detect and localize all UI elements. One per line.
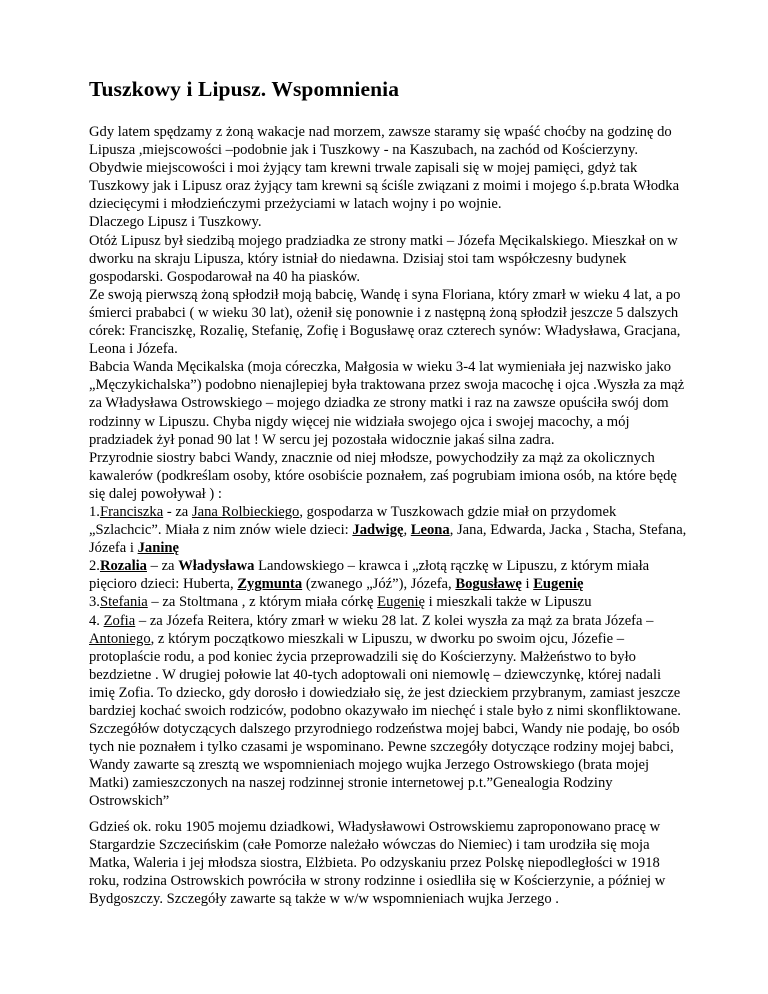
name-zygmunt: Zygmunta <box>237 576 303 593</box>
paragraph-details: Szczegółów dotyczących dalszego przyrodniego rodzeństwa mojej babci, Wandy nie podaję, bo osób tych nie poznałem i tylko czasami je wspominano. Pewne szczegóły dotyczące rodziny mojej babci, Wandy zawarte są zresztą we wspomnieniach mojego wujka Jerzego Ostrowskiego (brata mojej Matki) zamieszczonych na naszej rodzinnej stronie internetowej p.t.”Genealogia Rodziny Ostrowskich” <box>89 721 680 810</box>
name-zofia: Zofia <box>103 612 136 629</box>
name-antoni: Antoniego <box>89 630 151 647</box>
paragraph-intro: Gdy latem spędzamy z żoną wakacje nad morzem, zawsze staramy się wpaść choćby na godzinę do Lipusza ,miejscowości –podobnie jak i Tuszkowy - na Kaszubach, na zachód od Kościerzyny. Obydwie miejscowości i moi żyjący tam krewni trwale zapisali się w mojej pamięci, gdyż tak Tuszkowy jak i Lipusz oraz żyjący tam krewni są ściśle związani z moimi i mojego ś.p.brata Włodka dziecięcymi i młodzieńczymi przeżyciami w latach wojny i po wojnie. <box>89 124 680 213</box>
name-eugenia: Eugenię <box>533 576 584 593</box>
list-item-stefania: 3.Stefania – za Stoltmana , z którym miała córkę Eugenię i mieszkali także w Lipuszu <box>89 594 592 611</box>
paragraph-question: Dlaczego Lipusz i Tuszkowy. <box>89 214 262 231</box>
paragraph-1905: Gdzieś ok. roku 1905 mojemu dziadkowi, Władysławowi Ostrowskiemu zaproponowano pracę w Stargardzie Szczecińskim (całe Pomorze należało wówczas do Niemiec) i tam urodziła się moja Matka, Waleria i jej młodsza siostra, Elżbieta. Po odzyskaniu przez Polskę niepodległości w 1918 roku, rodzina Ostrowskich powróciła w strony rodzinne i osiedliła się w Kościerzynie, a później w Bydgoszczy. Szczegóły zawarte są także w w/w wspomnieniach wujka Jerzego . <box>89 818 666 907</box>
name-jadwiga: Jadwigę <box>352 522 404 539</box>
name-janina: Janinę <box>137 540 179 557</box>
name-boguslawa: Bogusławę <box>455 576 522 593</box>
list-item-zofia: 4. Zofia – za Józefa Reitera, który zmarł w wieku 28 lat. Z kolei wyszła za mąż za brata Józefa – Antoniego, z którym początkowo mieszkali w Lipuszu, w dworku po swoim ojcu, Józefie – protoplaście rodu, a pod koniec życia przeprowadzili się do Kościerzyny. Małżeństwo to było bezdzietne . W drugiej połowie lat 40-tych adoptowali oni niemowlę – dziewczynkę, której nadali imię Zofia. To dziecko, gdy dorosło i dowiedziało się, że jest dzieckiem przybranym, zamiast jeszcze bardziej kochać swoich rodziców, podobno okazywało im niechęć i stale było z nimi skonfliktowane. <box>89 612 681 719</box>
name-rozalia: Rozalia <box>99 558 147 575</box>
paragraph-babcia-wanda: Babcia Wanda Męcikalska (moja córeczka, Małgosia w wieku 3-4 lat wymieniała jej nazwisko jako „Męczykichalska”) podobno nienajlepiej była traktowana przez swoja macochę i ojca .Wyszła za mąż za Władysława Ostrowskiego – mojego dziadka ze strony matki i raz na zawsze opuściła swój dom rodzinny w Lipuszu. Chyba nigdy więcej nie widziała swojego ojca i swojej macochy, a mój pradziadek żył ponad 90 lat ! W sercu jej pozostała widocznie jakaś silna zadra. <box>89 359 685 448</box>
name-jan-rolbiecki: Jana Rolbieckiego <box>191 503 300 520</box>
name-franciszka: Franciszka <box>99 503 164 520</box>
paragraph-first-wife: Ze swoją pierwszą żoną spłodził moją babcię, Wandę i syna Floriana, który zmarł w wieku 4 lat, a po śmierci prababci ( w wieku 30 lat), ożenił się ponownie i z następną żoną spłodził jeszcze 5 dalszych córek: Franciszkę, Rozalię, Stefanię, Zofię i Bogusławę oraz czterech synów: Władysława, Gracjana, Leona i Józefa. <box>89 286 681 358</box>
document-body <box>89 123 689 908</box>
paragraph-lipusz: Otóż Lipusz był siedzibą mojego pradziadka ze strony matki – Józefa Męcikalskiego. Mieszkał on w dworku na skraju Lipusza, który istniał do niedawna. Dzisiaj stoi tam współczesny budynek gospodarski. Gospodarował na 40 ha piasków. <box>89 232 678 285</box>
list-item-rozalia: 2.Rozalia – za Władysława Landowskiego – krawca i „złotą rączkę w Lipuszu, z którym miała pięcioro dzieci: Huberta, Zygmunta (zwanego „Jóź”), Józefa, Bogusławę i Eugenię <box>89 558 650 593</box>
page-title: Tuszkowy i Lipusz. Wspomnienia <box>89 77 400 101</box>
name-eugenia-stoltman: Eugenię <box>377 594 425 611</box>
name-wladyslaw: Władysława <box>178 558 255 575</box>
name-leon: Leona <box>410 522 450 539</box>
name-stefania: Stefania <box>99 594 148 611</box>
list-item-franciszka: 1.Franciszka - za Jana Rolbieckiego, gospodarza w Tuszkowach gdzie miał on przydomek „Szlachcic”. Miała z nim znów wiele dzieci: Jadwigę, Leona, Jana, Edwarda, Jacka , Stacha, Stefana, Józefa i Janinę <box>89 503 687 557</box>
paragraph-half-sisters: Przyrodnie siostry babci Wandy, znacznie od niej młodsze, powychodziły za mąż za okolicznych kawalerów (podkreślam osoby, które osobiście poznałem, zaś pogrubiam imiona osób, na które będę się dalej powoływał ) : <box>89 449 677 502</box>
